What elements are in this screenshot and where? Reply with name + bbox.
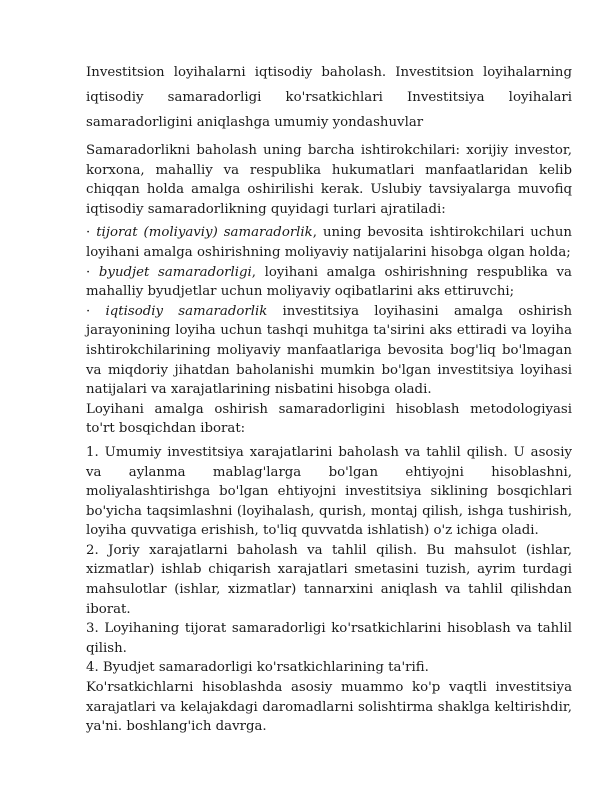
bullet: · xyxy=(86,303,91,319)
methodology-step: 3. Loyihaning tijorat samaradorligi ko'rsatkichlarini hisoblash va tahlil qilish. xyxy=(86,621,572,656)
bullet: · xyxy=(86,225,91,241)
bullet: · xyxy=(86,264,91,280)
efficiency-type-text: , loyihani amalga oshirishning respublika va mahalliy byudjetlar uchun moliyaviy oqibatlarini aks ettiruvchi; xyxy=(86,264,572,300)
efficiency-type-term: tijorat (moliyaviy) samaradorlik xyxy=(96,225,313,241)
efficiency-type-item xyxy=(86,302,572,400)
section-heading: Investitsion loyihalarni iqtisodiy baholash. Investitsion loyihalarning iqtisodiy samaradorligi ko'rsatkichlari Investitsiya loyihalari samaradorligini aniqlashga umumiy yondashuvlar xyxy=(86,65,572,130)
efficiency-type-term: iqtisodiy samaradorlik xyxy=(105,303,268,319)
efficiency-type-item xyxy=(86,263,572,302)
document-page xyxy=(86,60,572,737)
closing-paragraph: Ko'rsatkichlarni hisoblashda asosiy muammo ko'p vaqtli investitsiya xarajatlari va kelajakdagi daromadlarni solishtirma shaklga keltirishdir, ya'ni. boshlang'ich davrga. xyxy=(86,680,572,735)
efficiency-type-text: investitsiya loyihasini amalga oshirish jarayonining loyiha uchun tashqi muhitga ta'sirini aks ettiradi va loyiha ishtirokchilarining moliyaviy manfaatlariga bevosita bog'liq bo'lmagan va miqdoriy jihatdan baholanishi mumkin bo'lgan investitsiya loyihasi natijalari va xarajatlarining nisbatini hisobga oladi. xyxy=(86,303,573,398)
methodology-step: 1. Umumiy investitsiya xarajatlarini baholash va tahlil qilish. U asosiy va aylanma mablag'larga bo'lgan ehtiyojni hisoblashni, moliyalashtirishga bo'lgan ehtiyojni investitsiya siklining bosqichlari bo'yicha taqsimlashni (loyihalash, qurish, montaj qilish, ishga tushirish, loyiha quvvatiga erishish, to'liq quvvatda ishlatish) o'z ichiga oladi. xyxy=(86,444,572,539)
efficiency-type-item xyxy=(86,223,572,262)
methodology-step: 2. Joriy xarajatlarni baholash va tahlil qilish. Bu mahsulot (ishlar, xizmatlar) ishlab chiqarish xarajatlari smetasini tuzish, ayrim turdagi mahsulotlar (ishlar, xizmatlar) tannarxini aniqlash va tahlil qilishdan iborat. xyxy=(86,542,572,617)
efficiency-type-text: , uning bevosita ishtirokchilari uchun loyihani amalga oshirishning moliyaviy natijalarini hisobga olgan holda; xyxy=(86,225,572,260)
intro-paragraph: Samaradorlikni baholash uning barcha ishtirokchilari: xorijiy investor, korxona, mahalliy va respublika hukumatlari manfaatlaridan kelib chiqqan holda amalga oshirilishi kerak. Uslubiy tavsiyalarga muvofiq iqtisodiy samaradorlikning quyidagi turlari ajratiladi: xyxy=(86,143,572,217)
methodology-step: 4. Byudjet samaradorligi ko'rsatkichlarining ta'rifi. xyxy=(86,660,429,676)
methodology-intro: Loyihani amalga oshirish samaradorligini hisoblash metodologiyasi to'rt bosqichdan iborat: xyxy=(86,401,572,437)
efficiency-type-term: byudjet samaradorligi xyxy=(98,264,252,280)
